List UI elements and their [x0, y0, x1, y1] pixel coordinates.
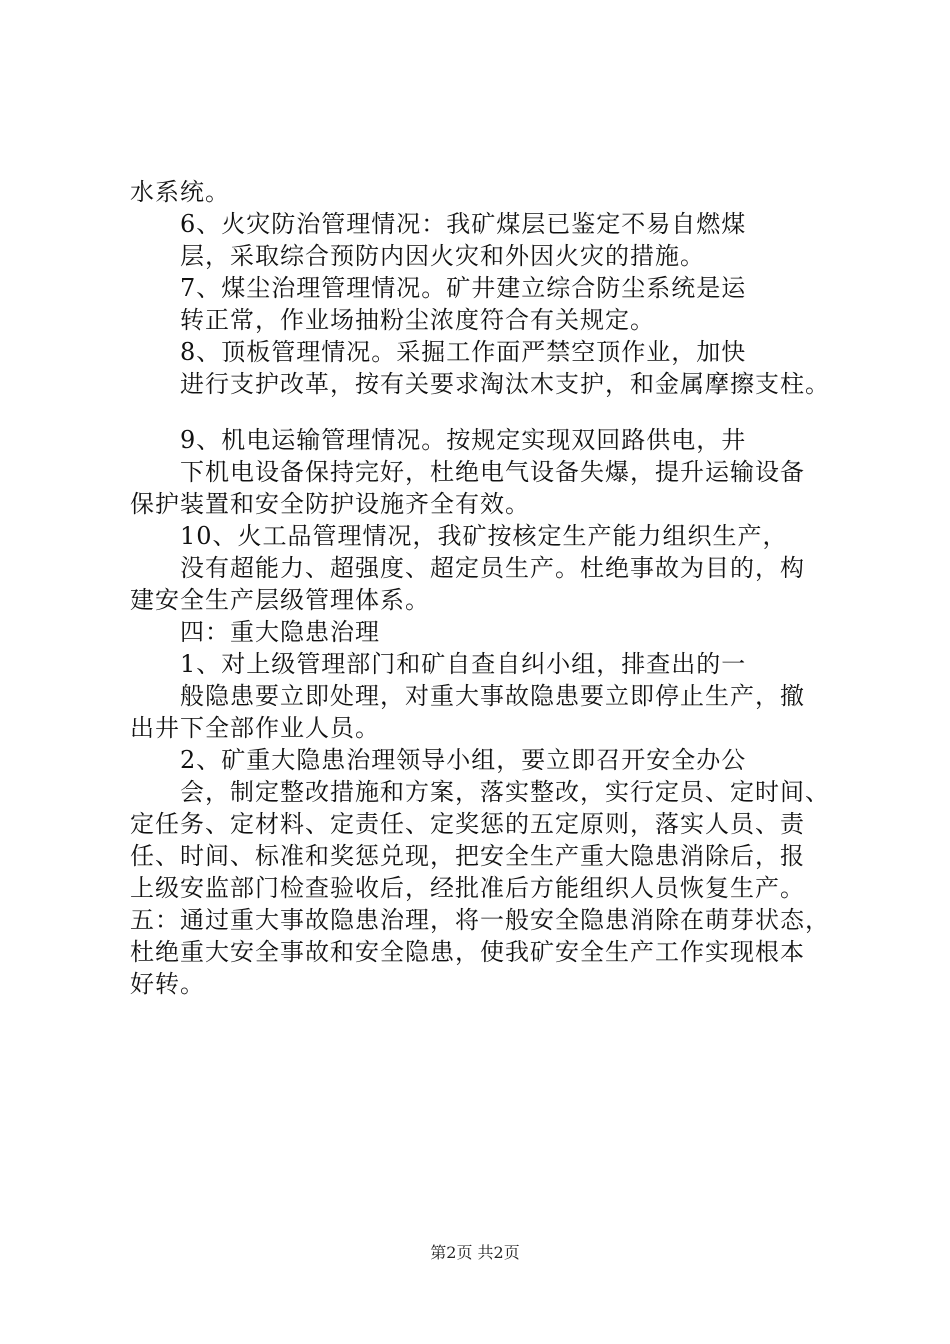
text-line: 7、煤尘治理管理情况。矿井建立综合防尘系统是运: [180, 274, 747, 302]
text-line: 会，制定整改措施和方案，落实整改，实行定员、定时间、: [180, 778, 830, 806]
text-line: 8、顶板管理情况。采掘工作面严禁空顶作业，加快: [180, 338, 747, 366]
text-line: 上级安监部门检查验收后，经批准后方能组织人员恢复生产。: [130, 874, 805, 902]
text-line: 任、时间、标准和奖惩兑现，把安全生产重大隐患消除后，报: [130, 842, 805, 870]
text-line: 保护装置和安全防护设施齐全有效。: [130, 490, 530, 518]
section-heading: 四：重大隐患治理: [180, 618, 380, 646]
text-line: 水系统。: [130, 178, 230, 206]
text-line: 定任务、定材料、定责任、定奖惩的五定原则，落实人员、责: [130, 810, 805, 838]
text-line: 没有超能力、超强度、超定员生产。杜绝事故为目的，构: [180, 554, 805, 582]
text-line: 1、对上级管理部门和矿自查自纠小组，排查出的一: [180, 650, 747, 678]
page-number-footer: 第2页 共2页: [430, 1243, 520, 1262]
text-line: 6、火灾防治管理情况：我矿煤层已鉴定不易自燃煤: [180, 210, 747, 238]
text-line: 10、火工品管理情况，我矿按核定生产能力组织生产，: [180, 522, 788, 550]
text-line: 层，采取综合预防内因火灾和外因火灾的措施。: [180, 242, 705, 270]
text-line: 出井下全部作业人员。: [130, 714, 380, 742]
text-line: 转正常，作业场抽粉尘浓度符合有关规定。: [180, 306, 655, 334]
text-line: 建安全生产层级管理体系。: [130, 586, 430, 614]
text-line: 进行支护改革，按有关要求淘汰木支护，和金属摩擦支柱。: [180, 370, 830, 398]
text-line: 2、矿重大隐患治理领导小组，要立即召开安全办公: [180, 746, 747, 774]
text-line: 般隐患要立即处理，对重大事故隐患要立即停止生产，撤: [180, 682, 805, 710]
text-line: 下机电设备保持完好，杜绝电气设备失爆，提升运输设备: [180, 458, 805, 486]
text-line: 9、机电运输管理情况。按规定实现双回路供电，井: [180, 426, 747, 454]
text-line: 杜绝重大安全事故和安全隐患，使我矿安全生产工作实现根本: [130, 938, 805, 966]
text-line: 五：通过重大事故隐患治理，将一般安全隐患消除在萌芽状态，: [130, 906, 830, 934]
text-line: 好转。: [130, 970, 205, 998]
